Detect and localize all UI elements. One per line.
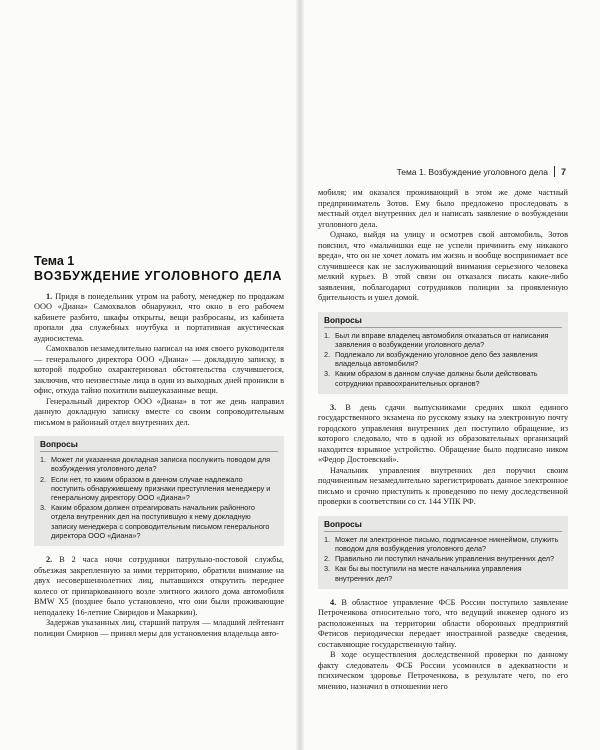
- question-text: Каким образом в данном случае должны были действовать сотрудники правоохранительных органов?: [335, 369, 538, 388]
- case-2-questions: [318, 312, 568, 394]
- case-4-number: 4.: [330, 597, 337, 607]
- left-column: [34, 255, 284, 639]
- running-head-topic: Тема 1. Возбуждение уголовного дела: [396, 166, 548, 177]
- case-3-paragraph-2: Начальник управления внутренних дел поручил своим подчиненным незамедлительно зарегистрировать данное электронное письмо и срочно приступить к проведению по нему доследственной проверки в соответствии со ст. 144 УПК РФ.: [318, 465, 568, 507]
- question-item: [324, 350, 562, 368]
- running-head-divider: [554, 166, 555, 177]
- running-head: [397, 166, 566, 177]
- topic-number: Тема 1: [34, 254, 75, 268]
- question-text: Может ли электронное письмо, подписанное никнеймом, служить поводом для возбуждения уголовного дела?: [335, 534, 559, 553]
- case-1-paragraph-2: Самохвалов незамедлительно написал на имя своего руководителя — генерального директора ООО «Диана» — докладную записку, в которой подробно охарактеризовал обстоятельства случившегося, заключив, что неизвестные лица в один из выходных дней проникли в офис, откуда тайно похитили вышеуказанные вещи.: [34, 344, 284, 396]
- question-number: 1.: [324, 330, 331, 340]
- case-3-questions: [318, 516, 568, 589]
- question-item: [324, 564, 562, 582]
- question-number: 3.: [324, 369, 331, 379]
- right-column: [318, 188, 568, 692]
- case-2-paragraph-2: Задержав указанных лиц, старший патруля — младший лейтенант полиции Смирнов — принял меры для установления владельца авто-: [34, 618, 284, 638]
- question-item: [324, 554, 562, 563]
- question-number: 3.: [324, 564, 331, 574]
- question-item: [40, 455, 278, 473]
- case-4-paragraph-2: В ходе осуществления доследственной проверки по данному факту следователь ФСБ России усомнился в адекватности и психическом здоровье Петроченкова, в результате чего, по его мнению, назначил в отношении него: [318, 650, 568, 691]
- case-1-text-1: Придя в понедельник утром на работу, менеджер по продажам ООО «Диана» Самохвалов обнаружил, что окно в его рабочем кабинете разбито, шкафы открыты, вещи разбросаны, из кабинета пропали два служебных ноутбука и портативная акустическая аудиосистема.: [34, 291, 284, 343]
- question-text: Как бы вы поступили на месте начальника управления внутренних дел?: [335, 564, 522, 583]
- case-2-continued-paragraph-1: мобиля; им оказался проживающий в этом же доме частный предприниматель Зотов. Ему было предложено проследовать в местный отдел внутренних дел и написать заявление о возбуждении уголовного дела.: [318, 188, 568, 229]
- question-text: Подлежало ли возбуждению уголовное дело без заявления владельца автомобиля?: [335, 349, 538, 369]
- question-item: [40, 475, 278, 503]
- book-gutter: [296, 0, 304, 750]
- question-item: [324, 535, 562, 553]
- question-number: 1.: [324, 534, 331, 544]
- question-text: Правильно ли поступил начальник управления внутренних дел?: [335, 554, 555, 564]
- case-2-number: 2.: [46, 555, 53, 565]
- case-1-questions: [34, 436, 284, 546]
- case-1-number: 1.: [46, 291, 53, 301]
- case-2-continued-paragraph-2: Однако, выйдя на улицу и осмотрев свой автомобиль, Зотов пояснил, что «мальчишки еще не успели причинить ему никакого вреда», что он не хочет ломать им жизнь и вообще воспринимает все случившееся как не заслуживающий внимания серьезного человека мелкий курьез. В этой связи он отказался писать какие-либо заявления, поблагодарил сотрудников полиции за проявленную бдительность и ушел домой.: [318, 230, 568, 302]
- question-item: [40, 503, 278, 540]
- case-3-paragraph-1: [318, 403, 568, 466]
- question-text: Если нет, то каким образом в данном случае надлежало поступить обнаружившему признаки преступления менеджеру и генеральному директору ООО «Диана»?: [51, 474, 271, 503]
- question-item: [324, 331, 562, 349]
- question-item: [324, 369, 562, 387]
- question-number: 1.: [40, 455, 47, 465]
- case-4-paragraph-1: [318, 598, 568, 651]
- case-1-paragraph-3: Генеральный директор ООО «Диана» в тот же день направил данную докладную записку вместе со своим сопроводительным письмом в районный отдел внутренних дел.: [34, 396, 284, 427]
- question-text: Был ли вправе владелец автомобиля отказаться от написания заявления о возбуждении уголовного дела?: [335, 330, 549, 349]
- case-3-text-1: В день сдачи выпускниками средних школ единого государственного экзамена по русскому языку на электронную почту городского управления внутренних дел поступило обращение, из которого следовало, что в одной из образовательных организаций находится взрывное устройство. Обращение было подписано ником «Федор Достоевский».: [318, 402, 568, 465]
- case-3-number: 3.: [330, 402, 337, 412]
- case-4-text-1: В областное управление ФСБ России поступило заявление Петроченкова относительно того, что ведущий инженер одного из расположенных на территории области оборонных предприятий Фетисов периодически передает иностранной разведке сведения, составляющие государственную тайну.: [318, 597, 569, 649]
- question-number: 2.: [324, 349, 331, 359]
- case-2-paragraph-1: [34, 555, 284, 618]
- question-text: Может ли указанная докладная записка послужить поводом для возбуждения уголовного дела?: [51, 455, 271, 474]
- page-number: 7: [560, 166, 566, 177]
- question-text: Каким образом должен отреагировать начальник районного отдела внутренних дел на поступившую к нему докладную записку менеджера с сопроводительным письмом генерального директора ООО «Диана»?: [51, 503, 270, 540]
- case-2-text-1: В 2 часа ночи сотрудники патрульно-постовой службы, объезжая закрепленную за ними территорию, обратили внимание на двух несовершеннолетних лиц, пытавшихся открутить переднее колесо от припаркованного возле элитного жилого дома автомобиля BMW X5 (позднее было установлено, что они были проживающие неподалеку 16-летние Свиридов и Макаркин).: [34, 555, 284, 617]
- questions-title: Вопросы: [40, 439, 278, 452]
- questions-title: Вопросы: [324, 315, 562, 328]
- case-1-paragraph-1: [34, 292, 284, 345]
- question-number: 3.: [40, 503, 47, 513]
- question-number: 2.: [40, 474, 47, 484]
- right-page: [300, 0, 600, 750]
- topic-title: ВОЗБУЖДЕНИЕ УГОЛОВНОГО ДЕЛА: [34, 268, 283, 283]
- question-number: 2.: [324, 554, 331, 564]
- questions-title: Вопросы: [324, 519, 562, 532]
